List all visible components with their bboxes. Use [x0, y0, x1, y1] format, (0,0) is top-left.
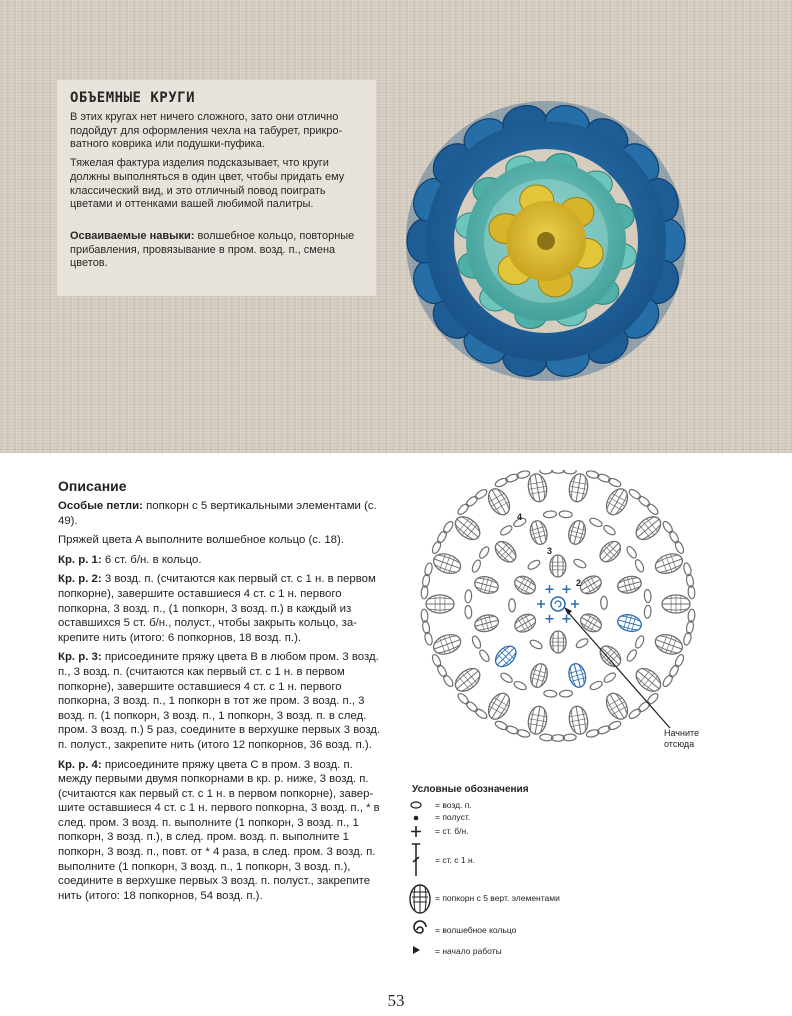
round-text: 6 ст. б/н. в кольцо.	[101, 553, 202, 566]
round-1	[58, 553, 383, 568]
legend-label: = попкорн с 5 верт. элементами	[435, 893, 560, 903]
legend-row-magic-ring	[408, 918, 668, 942]
legend-title: Условные обозначения	[412, 784, 529, 795]
round-label: Кр. р. 4:	[58, 758, 102, 771]
skills-label: Осваиваемые навыки:	[70, 229, 195, 242]
special-text: попкорн с 5 вертикальными элементами (с. 49).	[58, 500, 377, 527]
start-here-label: Начните отсюда	[664, 728, 700, 749]
chain-icon	[408, 799, 432, 812]
special-label: Особые петли:	[58, 500, 143, 512]
intro-box	[57, 80, 376, 296]
legend-label: = волшебное кольцо	[435, 925, 517, 935]
legend-label: = ст. б/н.	[435, 826, 469, 836]
diagram-round-2	[509, 555, 608, 653]
legend-label: = возд. п.	[435, 800, 472, 810]
intro-paragraph-2: Тяжелая фактура изделия подсказывает, что круги должны выполняться в один цвет, чтобы придать ему классический вид, и это отличный повод поиграть цветами и оттенками вашей любимой палитры.	[70, 157, 345, 211]
round-label: Кр. р. 2:	[58, 573, 102, 586]
round-label-4: 4	[517, 512, 523, 522]
photo-linen-background	[0, 0, 792, 453]
legend-row-popcorn	[408, 880, 668, 918]
crochet-diagram	[412, 470, 712, 770]
crochet-motif-photo	[398, 95, 698, 391]
diagram-outer-ring	[421, 470, 696, 741]
round-text: 3 возд. п. (считаются как первый ст. с 1 н. в первом попкорне), завершите оставшиеся 4 ст. с 1 н. первого попкорна, 3 возд. п., (1 попкорн, 3 возд. п.) в каждый из оставшихся 5 ст. б/н., полуст., чтобы закрыть кольцо, закрепите нить (итого: 6 попкорнов, 18 возд. п.).	[58, 573, 376, 644]
legend-row-dc	[408, 840, 668, 880]
description-title: Описание	[58, 478, 127, 494]
legend-label: = ст. с 1 н.	[435, 855, 476, 865]
intro-skills	[70, 230, 364, 271]
legend-row-start	[408, 942, 668, 958]
round-2	[58, 572, 383, 645]
page-number: 53	[387, 991, 405, 1010]
round-text: присоедините пряжу цвета В в любом пром. 3 возд. п., 3 возд. п. (считаются как первый ст. с 1 н. в первом попкорне), завершите оставшиеся 4 ст. с 1 н. первого попкорна, 3 возд. п., 1 попкорн в тот же пром. 3 возд. п., 3 возд. п. (1 попкорн, 3 возд. п., 1 попкорн, 3 возд. п. в след. пром. 3 возд. п.) 5 раз, соедините в верхушке первых 3 возд. п. полуст., закрепите нить (итого 12 попкорнов, 36 возд. п.).	[58, 651, 381, 751]
magic-ring-icon	[408, 918, 432, 942]
intro-title: ОБЪЕМНЫЕ КРУГИ	[70, 90, 196, 106]
skills-text: волшебное кольцо, повторные прибавления, провязывание в пром. возд. п., смена цветов.	[70, 229, 355, 270]
round-label-2: 2	[576, 578, 582, 588]
intro-paragraph-1: В этих кругах нет ничего сложного, зато они отлично подойдут для оформления чехла на табурет, прикроватного коврика или подушки-пуфика.	[70, 111, 343, 151]
yarn-a-instruction: Пряжей цвета А выполните волшебное кольцо (с. 18).	[58, 534, 344, 547]
single-crochet-icon	[408, 824, 432, 840]
round-text: присоедините пряжу цвета С в пром. 3 возд. п. между первыми двумя попкорнами в кр. р. ниже, 3 возд. п. (считаются как первый ст. с 1 н. в первом попкорне), завершите оставшиеся 4 ст. с 1 н. первого попкорна, 3 возд. п., * в след. пром. 3 возд. п. выполните (1 попкорн, 3 возд. п., 1 попкорн, 3 возд. п.), в след. пром. возд. п. выполните 1 попкорн, 3 возд. п., повт. от * 4 раза, в след. пром. 3 возд. п. выполните (1 попкорн, 3 возд. п., 1 попкорн, 3 возд. п.), соедините в верхушке первых 3 возд. п. полуст., закрепите нить (итого: 18 попкорнов, 54 возд. п.).	[58, 758, 380, 902]
legend-label: = полуст.	[435, 812, 471, 822]
round-label-3: 3	[547, 546, 553, 556]
legend-row-slip	[408, 812, 668, 824]
double-crochet-icon	[408, 840, 432, 880]
round-label: Кр. р. 1:	[58, 553, 102, 566]
legend-row-sc	[408, 824, 668, 840]
round-label: Кр. р. 3:	[58, 651, 102, 664]
diagram-round-3	[464, 510, 651, 697]
legend-row-chain	[408, 799, 668, 812]
legend	[408, 784, 668, 958]
round-3	[58, 650, 383, 752]
round-4	[58, 758, 383, 904]
description-column	[58, 478, 383, 908]
slip-stitch-icon	[408, 812, 432, 824]
popcorn-icon	[408, 880, 432, 918]
legend-label: = начало работы	[435, 946, 502, 956]
special-stitches	[58, 499, 383, 528]
start-arrow-icon	[408, 942, 432, 958]
